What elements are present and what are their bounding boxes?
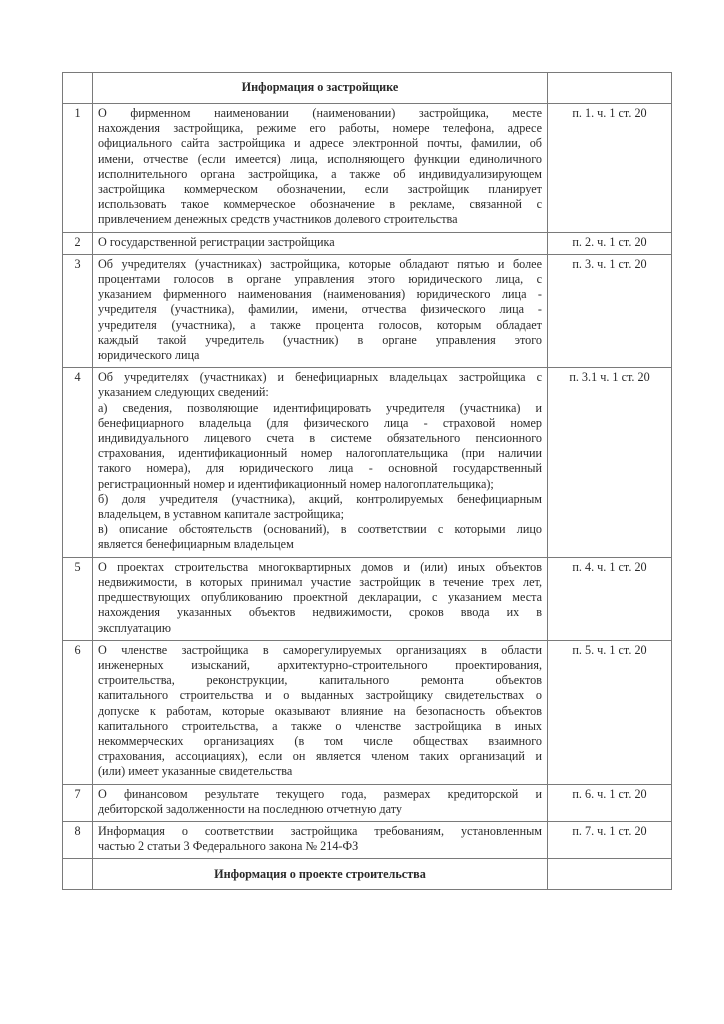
document-page [62,72,671,890]
text-line: инженерных изысканий, архитектурно-строительного проектирования, [98,657,542,672]
text-line: владельцем, в уставном капитале застройщика; [98,507,344,522]
text-line: исполнительного органа застройщика, а также об индивидуализирующем [98,166,542,181]
table-row [63,254,672,367]
row-description [93,557,548,640]
empty-cell [63,73,93,104]
table-row [63,232,672,254]
law-reference: п. 6. ч. 1 ст. 20 [548,784,672,821]
text-line: Информация о соответствии застройщика требованиям, установленным [98,823,542,838]
text-line: такого номера), для юридического лица - основной государственный [98,461,542,476]
text-line: индивидуального лицевого счета в системе обязательного пенсионного [98,431,542,446]
text-line: некоммерческих организациях (в том числе обществах взаимного [98,733,542,748]
text-line: недвижимости, в которых принимал участие застройщик в течение трех лет, [98,574,542,589]
text-line: регистрационный номер и идентификационный номер налогоплательщика); [98,476,494,491]
row-number: 4 [63,368,93,557]
text-line: процентами голосов в органе управления этого юридического лица, с [98,272,542,287]
text-line: О членстве застройщика в саморегулируемых организациях в области [98,642,542,657]
text-line: использовать такое коммерческое обозначение в рекламе, связанной с [98,197,542,212]
section-title-project: Информация о проекте строительства [93,859,548,890]
law-reference: п. 3.1 ч. 1 ст. 20 [548,368,672,557]
table-row [63,104,672,233]
text-line: учредителя (участника), а также процента голосов, которым обладает [98,317,542,332]
text-line: указанием следующих сведений: [98,385,269,400]
table-row [63,557,672,640]
developer-info-table [62,72,672,890]
text-line: Об учредителях (участниках) застройщика, которые обладают пятью и более [98,256,542,271]
text-line: является бенефициарным владельцем [98,537,294,552]
text-line: дебиторской задолженности на последнюю отчетную дату [98,801,402,816]
row-description [93,784,548,821]
text-line: привлечением денежных средств участников долевого строительства [98,212,458,227]
text-line: а) сведения, позволяющие идентифицировать учредителя (участника) и [98,400,542,415]
text-line: учредителя (участника), фамилии, имени, отчества физического лица - [98,302,542,317]
law-reference: п. 7. ч. 1 ст. 20 [548,821,672,858]
text-line: бенефициарного владельца (для физического лица - страховой номер [98,415,542,430]
text-line: капитального строительства, а также о членстве застройщика в иных [98,718,542,733]
text-line: О фирменном наименовании (наименовании) застройщика, месте [98,106,542,120]
text-line: б) доля учредителя (участника), акций, контролируемых бенефициарным [98,491,542,506]
text-line: (или) имеет указанные свидетельства [98,764,293,779]
law-reference: п. 3. ч. 1 ст. 20 [548,254,672,367]
text-line: нахождения застройщика, режиме его работы, номере телефона, адресе [98,121,542,136]
table-row [63,784,672,821]
row-description [93,640,548,784]
table-row [63,368,672,557]
table-row [63,821,672,858]
text-line: официального сайта застройщика и адресе электронной почты, фамилии, об [98,136,542,151]
row-description [93,254,548,367]
section-header-row [63,859,672,890]
text-line: предшествующих опубликованию проектной декларации, с указанием места [98,590,542,605]
text-line: О проектах строительства многоквартирных домов и (или) иных объектов [98,559,542,574]
text-line: имени, отчестве (если имеется) лица, исполняющего функции единоличного [98,151,542,166]
row-description [93,104,548,233]
empty-cell [63,859,93,890]
text-line: каждый такой учредитель (участник) в органе управления этого [98,332,542,347]
law-reference: п. 2. ч. 1 ст. 20 [548,232,672,254]
row-number: 1 [63,104,93,233]
row-description [93,232,548,254]
text-line: в) описание обстоятельств (оснований), в соответствии с которыми лицо [98,522,542,537]
row-number: 8 [63,821,93,858]
table-row [63,640,672,784]
text-line: нахождения указанных объектов недвижимости, сроков ввода их в [98,605,542,620]
text-line: О государственной регистрации застройщика [98,234,335,249]
text-line: О финансовом результате текущего года, размерах кредиторской и [98,786,542,801]
row-number: 6 [63,640,93,784]
law-reference: п. 5. ч. 1 ст. 20 [548,640,672,784]
row-number: 7 [63,784,93,821]
text-line: Об учредителях (участниках) и бенефициарных владельцах застройщика с [98,370,542,385]
law-reference: п. 1. ч. 1 ст. 20 [548,104,672,233]
row-number: 2 [63,232,93,254]
row-number: 3 [63,254,93,367]
text-line: частью 2 статьи 3 Федерального закона № 214-ФЗ [98,839,359,854]
section-header-row [63,73,672,104]
section-title-developer: Информация о застройщике [93,73,548,104]
text-line: страхования, ассоциациях), если он является членом таких организаций и [98,749,542,764]
text-line: капитального строительства и о выданных застройщику свидетельствах о [98,688,542,703]
law-reference: п. 4. ч. 1 ст. 20 [548,557,672,640]
empty-cell [548,859,672,890]
text-line: указанием фирменного наименования (наименования) юридического лица - [98,287,542,302]
row-description [93,368,548,557]
text-line: юридического лица [98,348,200,363]
text-line: страхования, идентификационный номер налогоплательщика (при наличии [98,446,542,461]
text-line: застройщика коммерческом обозначении, если застройщик планирует [98,182,542,197]
empty-cell [548,73,672,104]
text-line: строительства, реконструкции, капитального ремонта объектов [98,673,542,688]
text-line: допуске к работам, которые оказывают влияние на безопасность объектов [98,703,542,718]
text-line: эксплуатацию [98,620,171,635]
row-description [93,821,548,858]
row-number: 5 [63,557,93,640]
